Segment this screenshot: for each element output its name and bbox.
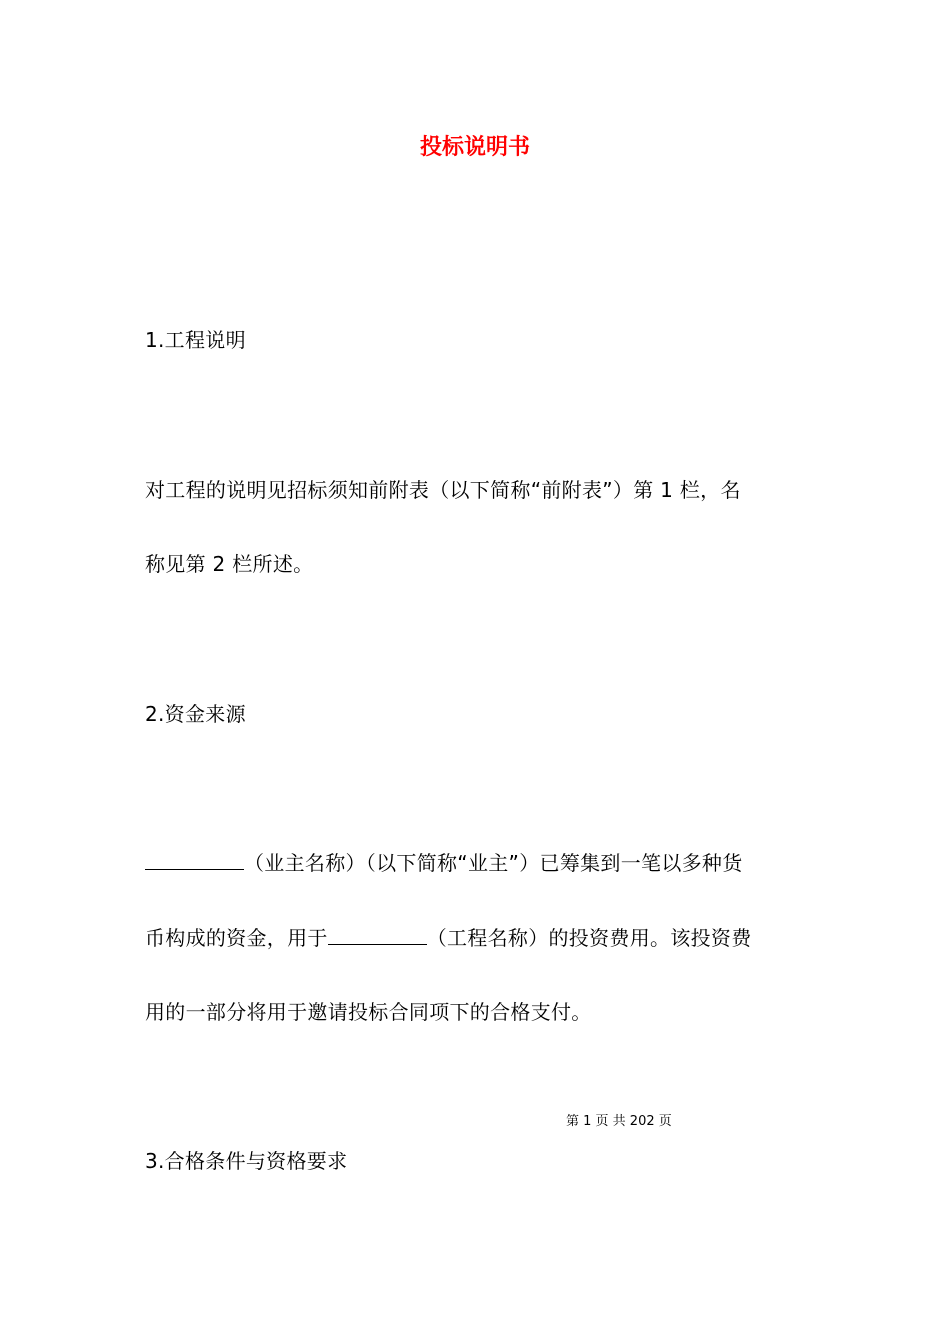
section2-line2-post-text: （工程名称）的投资费用。该投资费 [426,926,752,950]
section2-heading: 2.资金来源 [145,702,246,726]
document-title: 投标说明书 [419,135,530,160]
section3-heading: 3.合格条件与资格要求 [145,1149,348,1173]
owner-name-blank [145,849,244,870]
section2-paragraph-line1 [145,849,815,877]
section1-heading: 1.工程说明 [145,328,246,352]
section1-paragraph-line2: 称见第 2 栏所述。 [145,552,314,576]
project-name-blank [328,924,427,945]
section2-line1-text: （业主名称）（以下简称“业主”）已筹集到一笔以多种货 [244,851,743,875]
page-footer: 第 1 页 共 202 页 [566,1114,672,1129]
section2-paragraph-line3: 用的一部分将用于邀请投标合同项下的合格支付。 [145,1000,592,1024]
section2-line2-pre-text: 币构成的资金，用于 [145,926,328,950]
section2-paragraph-line2 [145,924,815,952]
section1-paragraph-line1: 对工程的说明见招标须知前附表（以下简称“前附表”）第 1 栏，名 [145,478,741,502]
